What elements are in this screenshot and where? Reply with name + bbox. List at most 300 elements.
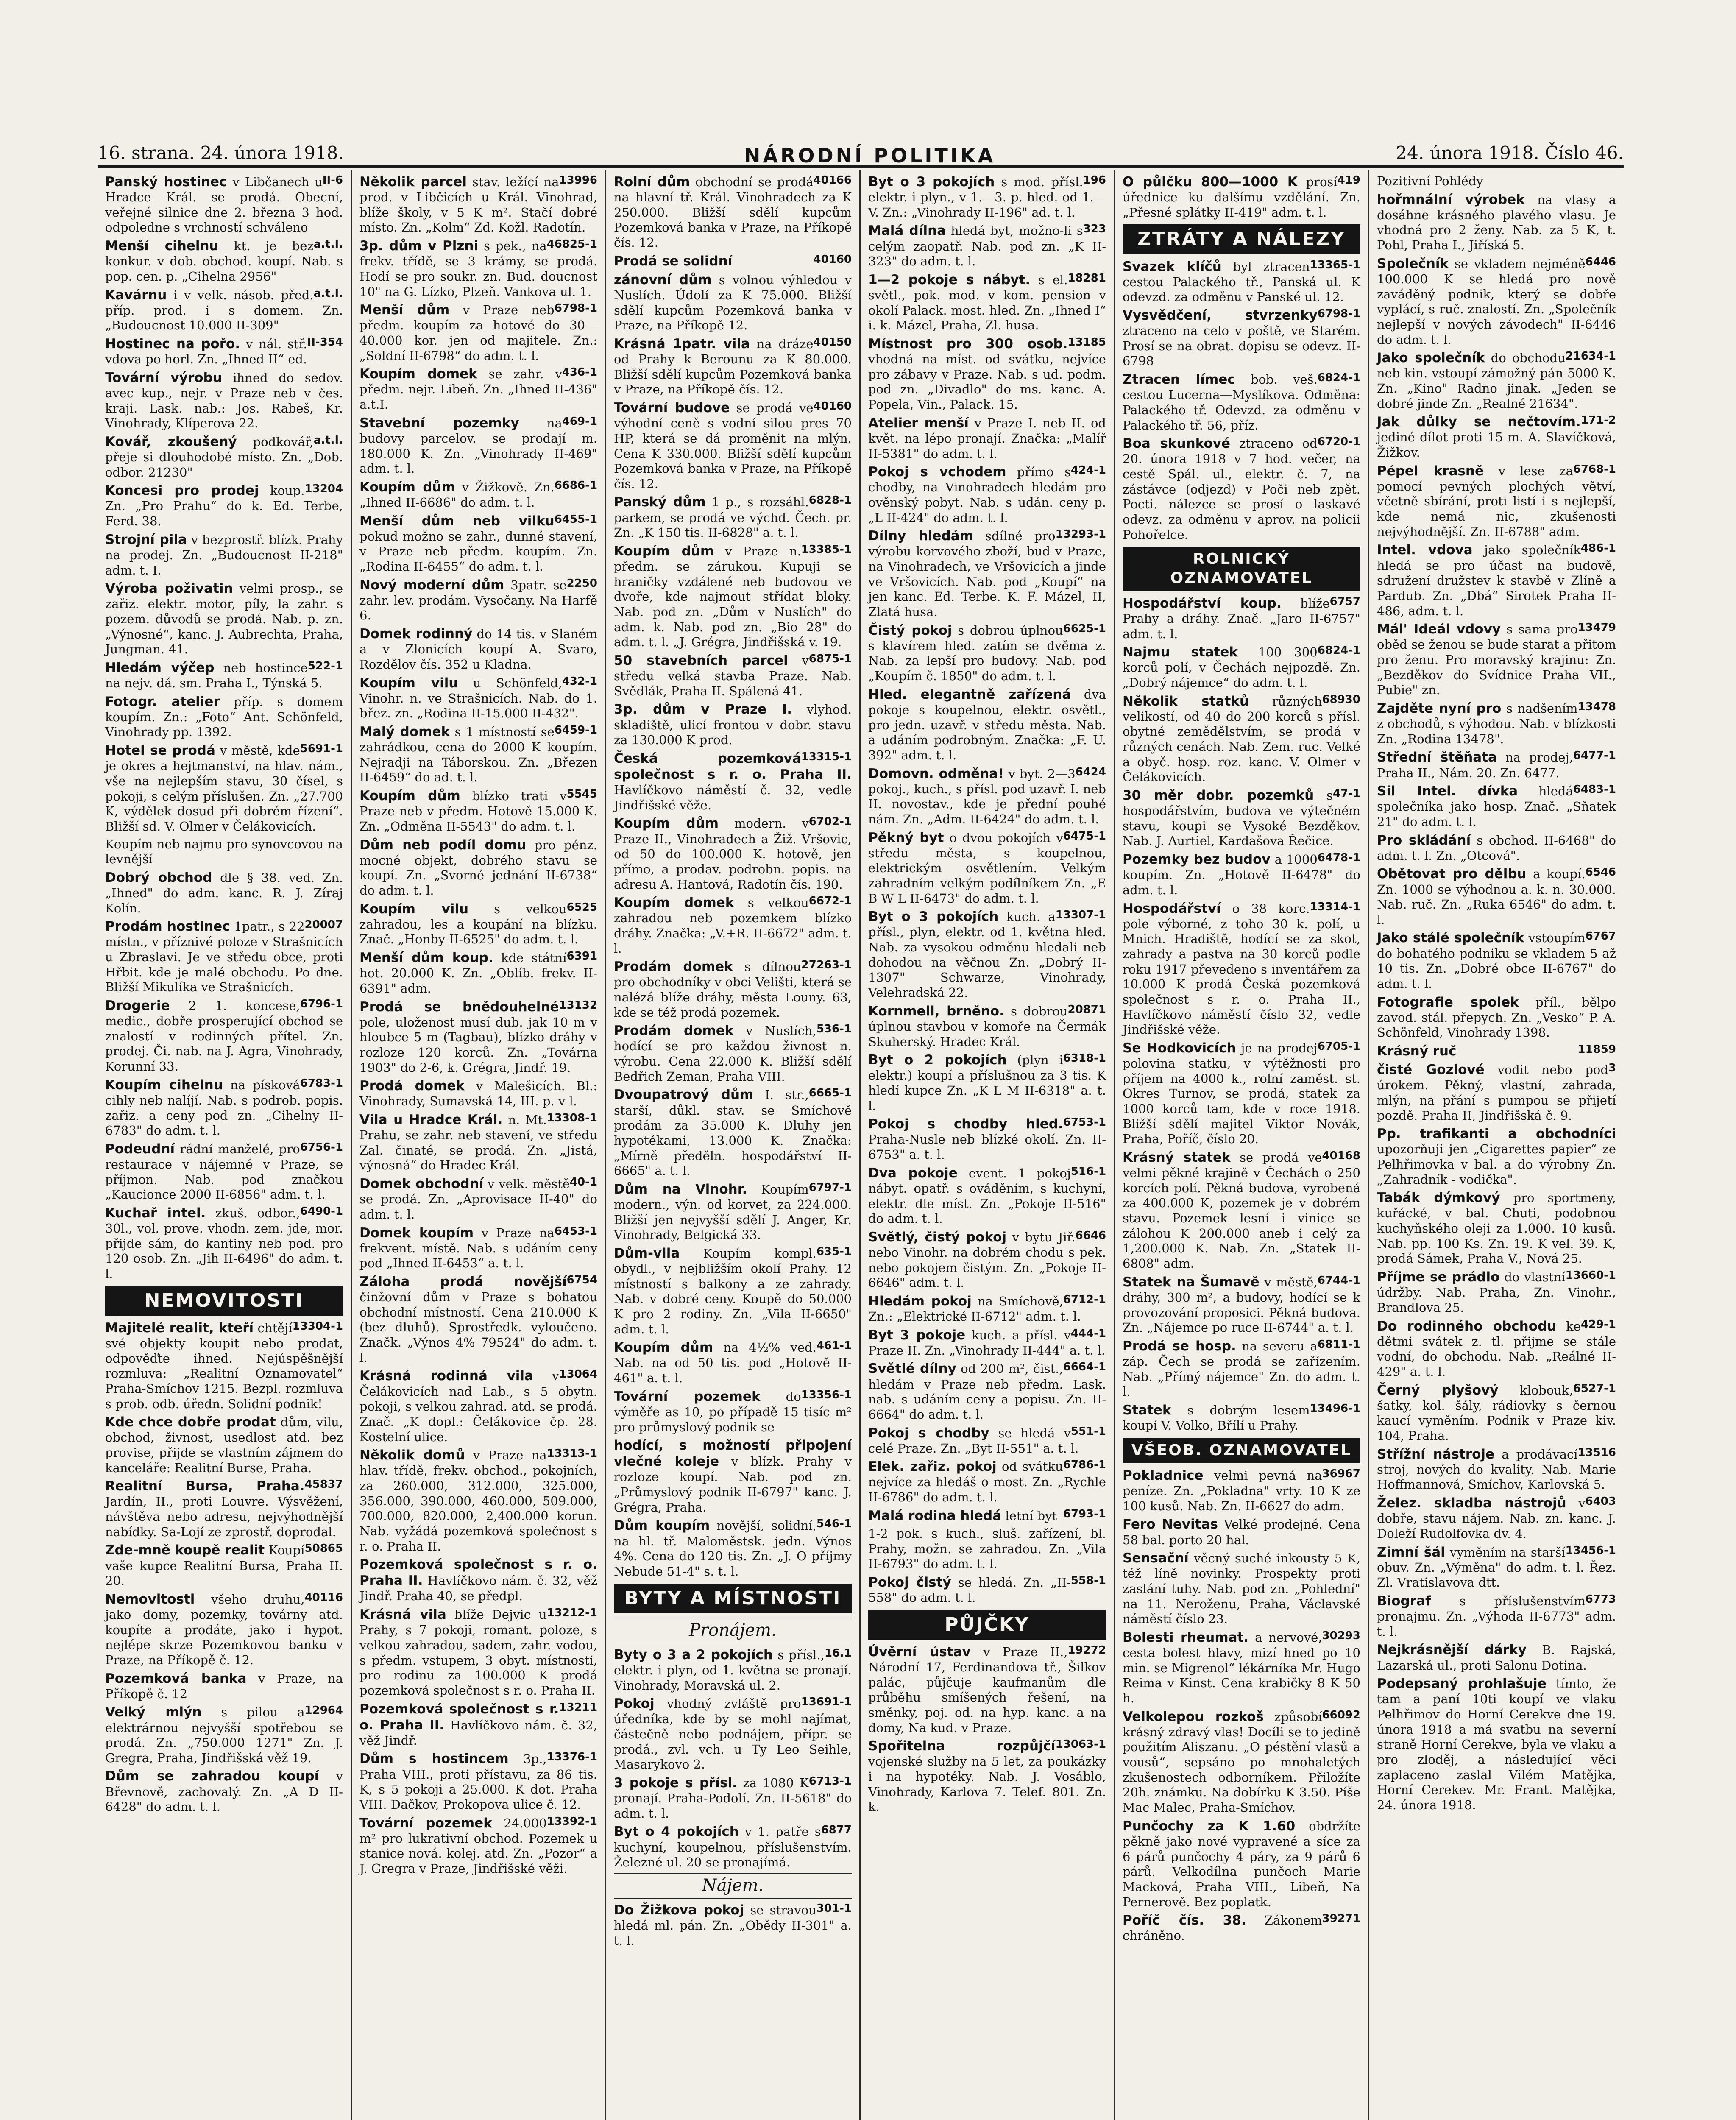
ad-code: 419 xyxy=(1337,174,1360,187)
classified-ad xyxy=(1377,1126,1616,1187)
ad-body: v Praze I. neb II. od květ. na lépo pronají. Značka: „Malíř II-5381" do adm. t. l. xyxy=(868,416,1106,461)
classified-ad xyxy=(1123,1516,1360,1548)
ad-code: 6391 xyxy=(566,950,597,963)
ad-headline: Hospodářství koup. xyxy=(1123,595,1282,611)
classified-ad xyxy=(614,1023,852,1084)
ad-headline: Dva pokoje xyxy=(868,1165,958,1181)
classified-ad xyxy=(1123,1629,1360,1706)
classified-ad xyxy=(105,1414,343,1476)
ad-body: pokud možno se zahr., dunné stavení, v Praze neb předm. koupím. Zn. „Rodina II-6455“ do adm. t. l. xyxy=(359,529,597,574)
ad-body: blíže Dejvic u Prahy, s 7 pokoji, romant. poloze, s velkou zahradou, sadem, zahr. vodou, s předm. vstupem, 3 obyt. místnosti, pro rodinu za 100.000 K prodá pozemková společnost s r. o. Praha II. xyxy=(359,1607,597,1698)
classified-ad xyxy=(359,1701,597,1749)
ad-code: 13356-1 xyxy=(801,1388,852,1401)
classified-ad xyxy=(105,998,343,1074)
ad-code: 30293 xyxy=(1322,1629,1360,1642)
classified-ad xyxy=(1123,1402,1360,1434)
ad-headline: Pozemky bez budov xyxy=(1123,852,1271,868)
ad-headline: Statek xyxy=(1123,1402,1171,1418)
classified-ad xyxy=(359,1176,597,1222)
ad-code: 6664-1 xyxy=(1063,1361,1106,1374)
ad-headline: Společník xyxy=(1377,256,1449,271)
ad-body: chtějí své objekty koupit nebo prodat, odpověďte ihned. Nejúspěšnější rozmluva: „Realitní Oznamovatel“ Praha-Smíchov 1215. Bezpl. rozmluva s prob. odb. úředn. Solidní podnik! xyxy=(105,1320,343,1411)
column-4 xyxy=(861,170,1115,2120)
ad-body: klobouk, šatky, kol. šály, rádiovky s černou kaucí vyměním. Podnik v Praze kiv. 104, Praha. xyxy=(1377,1383,1616,1443)
ad-body: I. str., starší, důkl. stav. se Smíchově prodám za 35.000 K. Dluhy jen hypotékami, 13.000 K. Značka: „Mírně předěln. hospodářství II-6665" a. t. l. xyxy=(614,1088,852,1178)
classified-ad xyxy=(868,223,1106,269)
ad-body: vlyhod. skladiště, ulicí frontou v dobr. stavu za 130.000 K prod. xyxy=(614,702,852,748)
classified-ad xyxy=(359,1274,597,1365)
ad-code: 6455-1 xyxy=(554,513,597,526)
classified-ad xyxy=(1123,644,1360,690)
ad-headline: Hotel se prodá xyxy=(105,743,215,759)
ad-code: 6625-1 xyxy=(1063,622,1106,635)
ad-body: na severu a záp. Čech se prodá se zařízením. Nab. „Přímý nájemce" Zn. do adm. t. l. xyxy=(1123,1339,1360,1399)
section-heading: PŮJČKY xyxy=(868,1610,1106,1640)
ad-headline: Pp. trafikanti a obchodníci xyxy=(1377,1126,1616,1142)
ad-body: s hospodářstvím, budova ve výtečném stavu, koupi se Vysoké Bezděkov. Nab. J. Aurtiel, Kardašova Řečice. xyxy=(1123,788,1360,848)
classified-ad xyxy=(614,336,852,397)
classified-ad xyxy=(105,1141,343,1202)
ad-body: a prodávací stroj, nových do kvality. Nab. Marie Hoffmannová, Smíchov, Karlovská 5. xyxy=(1377,1447,1616,1492)
ad-headline: Nemovitosti xyxy=(105,1591,195,1607)
classified-ad xyxy=(1123,1818,1360,1910)
ad-headline: Ztracen límec xyxy=(1123,372,1235,388)
ad-code: 6672-1 xyxy=(808,895,852,908)
ad-code: 486-1 xyxy=(1580,542,1616,555)
classified-ad xyxy=(868,1425,1106,1456)
ad-headline: Tovární pozemek xyxy=(614,1389,761,1404)
ad-body: se prodá ve výhodní ceně s vodní silou pres 70 HP, která se dá proměnit na mlýn. Cena K 330.000. Bližší sdělí kupcům Pozemková banka v Praze, na Příkopě čís. 12. xyxy=(614,401,852,491)
ad-headline: Byt 3 pokoje xyxy=(868,1327,966,1343)
ad-headline: Koupím dům xyxy=(614,816,719,831)
classified-ad xyxy=(868,1052,1106,1113)
section-heading: NEMOVITOSTI xyxy=(105,1286,343,1316)
ad-headline: Světlé dílny xyxy=(868,1361,956,1377)
ad-headline: Byty o 3 a 2 pokojích xyxy=(614,1647,773,1663)
ad-code: 13456-1 xyxy=(1565,1544,1616,1557)
ad-code: 13185 xyxy=(1067,335,1106,349)
classified-ad xyxy=(105,918,343,995)
ad-body: různých velikostí, od 40 do 200 korců s přísl. obytné zemědělstvím, se prodá v různých cenách. Nab. Zem. ruc. Velké a obyč. hosp. roz. kanc. V. Olmer v Čelákovicích. xyxy=(1123,694,1360,784)
ad-code: 6796-1 xyxy=(300,998,343,1011)
classified-ad xyxy=(1123,371,1360,433)
classified-ad xyxy=(1123,1912,1360,1944)
ad-code: 13691-1 xyxy=(801,1696,852,1709)
ad-code: 13996 xyxy=(559,174,597,187)
classified-ad xyxy=(105,1205,343,1282)
ad-headline: Pozemková společnost s r. o. Praha II. xyxy=(359,1701,559,1733)
ad-headline: Najmu statek xyxy=(1123,644,1238,660)
ad-body: Velké prodejné. Cena 58 bal. porto 20 hal. xyxy=(1123,1517,1361,1547)
classified-ad xyxy=(1123,435,1360,542)
ad-body: v Čelákovicích nad Lab., s 5 obytn. pokoji, s velkou zahrad. atd. se prodá. Znač. „K dopl.: Čelákovice čp. 28. Kostelní ulice. xyxy=(359,1369,597,1444)
ad-headline: Statek na Šumavě xyxy=(1123,1274,1260,1290)
classified-ad xyxy=(105,336,343,367)
classified-ad xyxy=(105,580,343,657)
ad-headline: Prodám hostinec xyxy=(105,919,230,934)
ad-body: do vlastní údržby. Nab. Praha, Zn. Vinohr., Brandlova 25. xyxy=(1377,1270,1616,1315)
ad-headline: Se Hodkovicích xyxy=(1123,1040,1236,1056)
classified-ad xyxy=(868,766,1106,827)
ad-headline: Dobrý obchod xyxy=(105,870,212,885)
ad-body: s pek., na frekv. třídě, se 3 krámy, se prodá. Hodí se pro soukr. zn. Bud. doucnost 10" na G. Lízko, Plzeň. Vankova ul. 1. xyxy=(359,239,597,299)
section-heading: VŠEOB. OZNAMOVATEL xyxy=(1123,1438,1360,1463)
classified-ad xyxy=(1377,192,1616,253)
classified-ad xyxy=(614,815,852,892)
ad-code: 6490-1 xyxy=(300,1205,343,1218)
ad-body: 1-2 pok. s kuch., sluš. zařízení, bl. Prahy, možn. se zahradou. Zn. „Vila II-6793" do adm. t. l. xyxy=(868,1526,1106,1571)
ad-headline: Spořitelna rozpůjčí xyxy=(868,1738,1056,1754)
classified-ad xyxy=(359,1557,597,1604)
ad-code: 13392-1 xyxy=(546,1815,597,1828)
ad-headline: Černý plyšový xyxy=(1377,1382,1499,1398)
section-heading: ROLNICKÝ OZNAMOVATEL xyxy=(1123,547,1360,591)
ad-body: u Schönfeld, Vinohr. n. ve Strašnicích. Nab. do 1. břez. zn. „Rodina II-15.000 II-432". xyxy=(359,675,597,721)
ad-code: 13204 xyxy=(304,483,343,496)
classified-ad xyxy=(1123,1467,1360,1514)
ad-headline: Střížní nástroje xyxy=(1377,1446,1495,1462)
ad-code: 6824-1 xyxy=(1317,644,1360,657)
ad-body: Praha-Nusle neb blízké okolí. Zn. II-6753" a. t. l. xyxy=(868,1132,1106,1162)
ad-code: 6798-1 xyxy=(554,302,597,315)
classified-ad xyxy=(1377,1495,1616,1541)
ad-body: vojenské služby na 5 let, za poukázky i na hypotéky. Nab. J. Vosáblo, Vinohrady, Karlova 7. Telef. 801. Zn. k. xyxy=(868,1754,1106,1814)
ad-code: 20007 xyxy=(304,918,343,932)
ad-body: způsobí krásný zdravý vlas! Docíli se to jedině použitím Aliszanu. „O péstění vlasů a vousů“, sepsáno po mnohaletých zkušenostech odborníkem. Přiložíte 20h. známku. Na dobírku K 3.50. Píše Mac Malec, Praha-Smíchov. xyxy=(1123,1709,1360,1815)
ad-code: 13516 xyxy=(1577,1446,1616,1459)
ad-body: v Malešicích. Bl.: Vinohrady, Sumavská 14, III. p. v l. xyxy=(359,1079,597,1109)
ad-body: s pilou a elektrárnou nejvyšší spotřebou se prodá. Zn. „750.000 1271" Zn. J. Gregra, Praha, Jindřišská věž 19. xyxy=(105,1705,343,1765)
ad-headline: Dům na Vinohr. xyxy=(614,1181,747,1197)
ad-code: 6756-1 xyxy=(300,1141,343,1154)
classified-ad xyxy=(359,724,597,785)
ad-code: a.t.I. xyxy=(313,287,343,300)
ad-headline: zánovní dům xyxy=(614,272,712,287)
classified-ad xyxy=(868,336,1106,413)
ad-headline: Prodá se hosp. xyxy=(1123,1338,1236,1354)
ad-body: stav. ležící na prod. v Libčicích u Král. Vinohrad, blíže školy, v 5 K m². Stačí dobré místo. Zn. „Kolm“ Zd. Kožl. Radotín. xyxy=(359,175,597,235)
ad-headline: Koupím cihelnu xyxy=(105,1077,223,1093)
ad-code: 6773 xyxy=(1585,1593,1616,1606)
classified-ad xyxy=(105,1704,343,1766)
classified-ad xyxy=(614,701,852,748)
ad-headline: Malá dílna xyxy=(868,223,946,239)
ad-body: Havlíčkovo nám. č. 32, věž Jindř. Praha 40, se předpl. xyxy=(359,1573,597,1604)
ad-code: 36967 xyxy=(1322,1467,1360,1480)
ad-code: 5691-1 xyxy=(300,742,343,756)
ad-headline: Vila u Hradce Král. xyxy=(359,1112,503,1128)
ad-body: s dobrou úplnou s klavírem hled. zatím se dvěma z. Nab. za lepší pro budovy. Nab. pod „Koupím č. 1850" do adm. t. l. xyxy=(868,623,1106,683)
ad-code: 40-1 xyxy=(569,1176,597,1189)
ad-headline: Úvěrní ústav xyxy=(868,1644,971,1660)
ad-body: se prodá ve velmi pěkné krajině v Čechách o 250 korcích polí. Pěkná budova, vyrobená za 400.000 K, pozemek je v dobrém stavu. Pozemek lesní i vinice se zálohou K 200.000 aneb i celý za 1,200.000 K. Nab. Zn. „Statek II-6808" adm. xyxy=(1123,1150,1360,1271)
ad-headline: Kavárnu xyxy=(105,287,167,303)
classified-ad xyxy=(1377,414,1616,460)
classified-ad xyxy=(614,1389,852,1435)
ad-body: v Praze n. předm. se zárukou. Kupuji se hraničky vzdálené neb budovou ve dvoře, kde najmout střídat bloky. Nab. pod zn. „Dům v Nuslích" do adm. k. Nab. pod zn. „Bio 28" do adm. t. l. „J. Grégra, Jindřišská v. 19. xyxy=(614,544,852,650)
ad-body: s příslušenstvím pronajmu. Zn. „Výhoda II-6773" adm. t. l. xyxy=(1377,1594,1616,1639)
ad-headline: Hostinec na pořo. xyxy=(105,336,240,351)
ad-code: 13314-1 xyxy=(1310,900,1360,913)
ad-body: n. Mt. Prahu, se zahr. neb stavení, ve středu Zal. činaté, se prodá. Zn. „Jistá, výnosná“ do Hradec Král. xyxy=(359,1113,597,1173)
classified-ad xyxy=(359,626,597,672)
classified-ad xyxy=(614,543,852,650)
ad-body: 3patr. se zahr. lev. prodám. Vysočany. Na Harfě 6. xyxy=(359,577,597,623)
ad-code: 19272 xyxy=(1067,1643,1106,1657)
ad-code: 5545 xyxy=(566,788,597,801)
ad-headline: Byt o 3 pokojích xyxy=(868,174,995,190)
ad-headline: Koupím dům xyxy=(359,479,455,495)
ad-code: 635-1 xyxy=(816,1245,852,1258)
classified-ad xyxy=(1123,901,1360,1038)
ad-body: ztraceno na celo v poště, ve Starém. Prosí se na obrat. dopisu se odevz. II-6798 xyxy=(1123,324,1360,368)
ad-body: v bytu Jiř. nebo Vinohr. na dobrém chodu s pek. nebo pokojem čistým. Zn. „Pokoje II-6646" adm. t. l. xyxy=(868,1230,1106,1290)
ad-body: na budovy parcelov. se prodají m. 180.000 K. Zn. „Vinohrady II-469" adm. t. l. xyxy=(359,416,597,476)
classified-ad xyxy=(614,750,852,813)
ad-code: 13132 xyxy=(559,999,597,1012)
ad-code: 6798-1 xyxy=(1317,307,1360,320)
classified-ad xyxy=(105,238,343,284)
ad-body: jako společník hledá se pro účast na budově, sdružení družstev k stavbě v Zlíně a Pardub. Zn. „Dbá“ Sirotek Praha II-486, adm. t. l. xyxy=(1377,543,1616,618)
classified-ad xyxy=(1377,783,1616,829)
ad-body: na prodej, Praha II., Nám. 20. Zn. 6477. xyxy=(1377,750,1573,780)
ad-headline: Byt o 3 pokojích xyxy=(868,909,999,925)
ad-headline: Drogerie xyxy=(105,998,170,1014)
ad-headline: Tovární výrobu xyxy=(105,370,222,385)
ad-headline: Panský dům xyxy=(614,494,706,510)
ad-headline: Jako stálé společník xyxy=(1377,930,1524,946)
classified-ad xyxy=(1377,1382,1616,1444)
ad-body: s 1 místností se zahrádkou, cena do 2000 K koupím. Nejradji na Táborskou. Zn. „Březen II-6459“ do ad. t. l. xyxy=(359,725,597,785)
classified-ad xyxy=(614,272,852,333)
classified-ad xyxy=(359,1815,597,1877)
ad-body: a 1000 koupím. Zn. „Hotově II-6478" do adm. t. l. xyxy=(1123,852,1360,897)
ad-code: 522-1 xyxy=(307,659,343,672)
ad-headline: Mál' Ideál vdovy xyxy=(1377,622,1501,637)
ad-body: se stravou hledá ml. pán. Zn. „Obědy II-301" a. t. l. xyxy=(614,1903,852,1948)
classified-ad xyxy=(1123,693,1360,785)
ad-body: přímo s chodby, na Vinohradech hledám pro ověnský pobyt. Nab. s udán. ceny p. „L II-424" do adm. t. l. xyxy=(868,465,1106,525)
ad-headline: Fero Nevitas xyxy=(1123,1517,1218,1532)
ad-body: činžovní dům v Praze s bohatou obchodní místností. Cena 210.000 K (bez dluhů). Sprostředk. vyloučeno. Značk. „Výnos 4% 79524" do adm. t. l. xyxy=(359,1290,597,1365)
ad-body: bob. veš. cestou Lucerna—Myslíkova. Odměna: Palackého tř. Odevzd. za odměnu v Palackého tř. 56, příz. xyxy=(1123,372,1360,432)
ad-code: 40116 xyxy=(304,1591,343,1604)
ad-code: 6705-1 xyxy=(1317,1040,1360,1053)
ad-headline: Tabák dýmkový xyxy=(1377,1190,1500,1206)
classified-ad xyxy=(868,1293,1106,1325)
classified-ad xyxy=(1377,700,1616,747)
ad-code: 6720-1 xyxy=(1317,435,1360,449)
ad-code: 6646 xyxy=(1075,1229,1106,1242)
ad-code: 13313-1 xyxy=(546,1447,597,1460)
ad-headline: 30 měr dobr. pozemků xyxy=(1123,788,1314,803)
ad-body: Havlíčkovo nám. č. 32, věž Jindř. xyxy=(359,1718,598,1748)
masthead: NÁRODNÍ POLITIKA xyxy=(744,144,996,167)
ad-headline: Kuchař intel. xyxy=(105,1205,206,1221)
ad-body: s velkou zahradou neb pozemkem blízko dráhy. Značka: „V.+R. II-6672" adm. t. l. xyxy=(614,895,852,956)
ad-headline: Fotogr. atelier xyxy=(105,694,220,709)
classified-ad xyxy=(359,479,597,510)
ad-headline: Realitní Bursa, Praha. xyxy=(105,1478,305,1494)
ad-headline: Atelier menší xyxy=(868,415,969,431)
ad-headline: Rolní dům xyxy=(614,174,690,190)
ad-code: 6478-1 xyxy=(1317,851,1360,865)
ad-body: ztraceno od 20. února 1918 v 7 hod. večer, na cestě Spál. ul., elektr. č. 7, na zástávce (odjezd) v Poči neb zpět. Pocti. nálezce se prosí o laskavé odevz. za odměnu v aprov. na policii Pohořelce. xyxy=(1123,436,1360,542)
ad-body: zkuš. odbor., 30l., vol. prove. vhodn. zem. jde, mor. přijde sám, do kantiny neb pod. pro 120 osob. Zn. „Jih II-6496" do adm. t. l. xyxy=(105,1205,343,1281)
ad-headline: Prodám domek xyxy=(614,1023,734,1039)
ad-body: v Nuslích, hodící se pro každou živnost n. výrobu. Cena 22.000 K. Bližší sdělí Bedřich Zeman, Praha VIII. xyxy=(614,1024,852,1084)
ad-code: 20871 xyxy=(1067,1003,1106,1016)
ad-code: 6525 xyxy=(566,901,597,914)
ad-body: se vkladem nejméně 100.000 K se hledá pro nově zaváděný podnik, který se dobře vyplácí, s ruč. znalostí. Zn. „Společník nejlepší v nových závodech" II-6446 do adm. t. l. xyxy=(1377,256,1616,347)
ad-code: 13478 xyxy=(1577,700,1616,713)
ad-body: 1patr., s 22 místn., v příznivé poloze v Strašnicích u Zbraslavi. Je ve středu obce, proti Hřbit. kde je malé obchodu. Po dne. Bližší Mikulíka ve Strašnicích. xyxy=(105,919,343,995)
classified-ad xyxy=(614,959,852,1020)
ad-body: v lese za pomocí pevných plochých větví, včetně sbírání, proti listí i s nejlepší, kde nemá nic, zkušenosti nejvýhodnější. Zn. II-6788" adm. xyxy=(1377,463,1616,539)
ad-body: s dílnou pro obchodníky v obci Velišti, která se nalézá blíže dráhy, města Louny. 63, kde se též prodá pozemek. xyxy=(614,960,852,1020)
classified-ad xyxy=(868,174,1106,220)
ad-code: 469-1 xyxy=(562,415,597,428)
classified-ad xyxy=(1377,1446,1616,1492)
ad-code: 13308-1 xyxy=(546,1112,597,1125)
ad-code: 6453-1 xyxy=(554,1225,597,1238)
column-3 xyxy=(606,170,861,2120)
classified-ad xyxy=(868,528,1106,619)
classified-ad xyxy=(614,1245,852,1337)
classified-ad xyxy=(1377,1062,1616,1123)
ad-body: prosí úřednice ku dalšímu vzdělání. Zn. „Přesné splátky II-419" adm. t. l. xyxy=(1123,175,1360,220)
ad-code: 13307-1 xyxy=(1055,909,1106,922)
ad-headline: hodící, s možností připojení vlečné koleje xyxy=(614,1438,852,1470)
ad-code: 6483-1 xyxy=(1573,783,1616,796)
ad-body: Jardín, II., proti Louvre. Výsvěžení, návštěva nebo adresu, nejvýhodnější nabídky. Sa-Lojí ze zprostř. doprodal. xyxy=(105,1494,343,1539)
classified-ad xyxy=(868,1526,1106,1572)
ad-code: 13212-1 xyxy=(546,1607,597,1620)
section-heading: ZTRÁTY A NÁLEZY xyxy=(1123,224,1360,254)
ad-body: s dobrou úplnou stavbou v komoře na Čermák Skuherský. Hradec Král. xyxy=(868,1004,1106,1049)
classified-ad xyxy=(868,686,1106,763)
classified-ad xyxy=(105,434,343,480)
classified-ad xyxy=(1123,1149,1360,1272)
classified-ad xyxy=(105,483,343,529)
classified-ad xyxy=(614,1517,852,1579)
ad-body: na vlasy a dosáhne krásného plavého vlasu. Je vhodná pro 2 ženy. Nab. za 5 K, t. Pohl, Praha I., Jiříská 5. xyxy=(1377,192,1616,253)
classified-ad xyxy=(614,1647,852,1693)
classified-ad xyxy=(359,577,597,623)
ad-code: 39271 xyxy=(1322,1912,1360,1925)
ad-code: 6403 xyxy=(1585,1495,1616,1508)
ad-body: Pozitivní Pohlédy xyxy=(1377,174,1483,188)
ad-body: v velk. městě se prodá. Zn. „Aprovisace II-40" do adm. t. l. xyxy=(359,1177,597,1222)
ad-body: vodit nebo pod úrokem. Pěkný, vlastní, zahrada, mlýn, na přání s pumpou se přijetí pozdě. Praha II, Jindřišská č. 9. xyxy=(1377,1063,1616,1123)
ad-code: 13385-1 xyxy=(801,543,852,556)
ad-body: s přísl., elektr. i plyn, od 1. května se pronají. Vinohrady, Moravská ul. 2. xyxy=(614,1647,852,1693)
ad-body: do 14 tis. v Slaném a v Zlonicích koupí A. Svaro, Rozdělov čís. 352 u Kladna. xyxy=(359,627,598,672)
ad-headline: 3p. dům v Plzni xyxy=(359,238,479,254)
ad-body: B. Rajská, Lazarská ul., proti Salonu Dotina. xyxy=(1377,1643,1616,1673)
ad-headline: Bolesti rheumat. xyxy=(1123,1629,1249,1645)
ad-code: 6767 xyxy=(1585,930,1616,943)
ad-headline: Záloha prodá novější xyxy=(359,1274,567,1289)
section-subheading: Pronájem. xyxy=(614,1618,852,1643)
classified-ad xyxy=(1123,851,1360,898)
ad-code: 6811-1 xyxy=(1317,1338,1360,1351)
column-6 xyxy=(1369,170,1624,2120)
ad-body: kuch. a přísl., plyn, elektr. od 1. května hled. Nab. za vysokou odměnu hledali neb dohodou na věčnou Zn. „Dobrý II-1307" Schwarze, Vinohrady, Velehradská 22. xyxy=(868,909,1106,1000)
ad-code: 301-1 xyxy=(816,1902,852,1915)
ad-code: 12964 xyxy=(304,1704,343,1717)
ad-body: koup. Zn. „Pro Prahu“ do k. Ed. Terbe, Ferd. 38. xyxy=(105,483,343,529)
ad-headline: Hledám výčep xyxy=(105,660,215,675)
ad-headline: Pozemková banka xyxy=(105,1671,247,1686)
ad-body: byl ztracen cestou Palackého tř., Panská ul. K odevzd. za odměnu v Panské ul. 12. xyxy=(1123,259,1360,304)
ad-headline: Hledám pokoj xyxy=(868,1293,972,1309)
ad-code: 27263-1 xyxy=(801,959,852,972)
ad-body: dle § 38. ved. Zn. „Ihned" do adm. kanc. R. J. Zíraj Kolín. xyxy=(105,870,343,915)
classified-ad xyxy=(1123,174,1360,220)
ad-headline: Koupím domek xyxy=(359,366,477,382)
classified-ad xyxy=(868,415,1106,461)
ad-columns xyxy=(98,170,1624,2120)
header-date-right: 24. února 1918. Číslo 46. xyxy=(1396,142,1624,163)
ad-code: 6753-1 xyxy=(1063,1116,1106,1129)
header-date-left: 16. strana. 24. února 1918. xyxy=(98,142,344,163)
ad-body: kt. je bez konkur. v dob. obchod. koupí. Nab. s pop. cen. p. „Cihelna 2956" xyxy=(105,239,343,284)
classified-ad xyxy=(1123,1338,1360,1400)
ad-code: 40150 xyxy=(813,335,852,349)
ad-body: na dráze od Prahy k Berounu za K 80.000. Bližší sdělí kupcům Pozemková banka v Praze, na Příkopě čís. 12. xyxy=(614,336,852,397)
ad-code: 6828-1 xyxy=(808,494,852,507)
ad-code: 546-1 xyxy=(816,1517,852,1531)
ad-code: 40168 xyxy=(1322,1149,1360,1163)
ad-headline: Koupím dům xyxy=(614,543,714,559)
ad-body: v bezprostř. blízk. Prahy na prodej. Zn. „Budoucnost II-218" adm. t. I. xyxy=(105,532,343,577)
ad-body: event. 1 pokoj nábyt. opatř. s ováděním, s kuchyní, elektr. dle míst. Zn. „Pokoje II-516" do adm. t. l. xyxy=(868,1166,1106,1226)
ad-headline: Dílny hledám xyxy=(868,528,973,544)
ad-code: 13304-1 xyxy=(292,1319,343,1333)
ad-body: v nál. stř. vdova po horl. Zn. „Ihned II“ ed. xyxy=(105,336,307,367)
ad-body: o dvou pokojích v středu města, s koupelnou, elektrickým osvětlením. Velkým zahradním velkým podílníkem Zn. „E B W L II-6473" do adm. t. l. xyxy=(868,830,1106,906)
ad-code: 6712-1 xyxy=(1063,1293,1106,1306)
ad-headline: Želez. skladba nástrojů xyxy=(1377,1495,1566,1511)
ad-body: kde státní hot. 20.000 K. Zn. „Oblíb. frekv. II-6391" adm. xyxy=(359,951,597,996)
ad-code: II-6 xyxy=(322,174,343,187)
ad-headline: Dům s hostincem xyxy=(359,1751,509,1767)
classified-ad xyxy=(105,174,343,235)
ad-body: jediné dílot proti 15 m. A. Slavíčková, Žižkov. xyxy=(1377,430,1616,460)
ad-headline: Fotografie spolek xyxy=(1377,994,1519,1010)
classified-ad xyxy=(105,742,343,834)
ad-body: příp. s domem koupím. Zn.: „Foto“ Ant. Schönfeld, Vinohrady pp. 1392. xyxy=(105,694,343,739)
ad-headline: Několik domů xyxy=(359,1448,465,1463)
ad-headline: Intel. vdova xyxy=(1377,542,1473,558)
ad-body: pro pénz. mocné objekt, dobrého stavu se koupí. Zn. „Svorné jednání II-6738“ do adm. t. l. xyxy=(359,837,597,898)
ad-headline: Malá rodina hledá xyxy=(868,1508,1002,1523)
classified-ad xyxy=(1123,595,1360,642)
classified-ad xyxy=(359,1751,597,1812)
ad-headline: Poříč čís. 38. xyxy=(1123,1913,1246,1928)
ad-headline: Jako společník xyxy=(1377,350,1485,366)
ad-body: (plyn i elektr.) koupí a příslušnou za 3 tis. K hledí kupce Zn. „K L M II-6318" a. t. l. xyxy=(868,1053,1106,1113)
ad-body: tímto, že tam a paní 10ti koupí ve vlaku Pelhřimov do Horní Cerekve dne 19. února 1918 a má svatbu na severní straně Horní Cerekve, byla ve vlaku a pro zloděj, a následující věci zaplaceno zaslal Vilém Matějka, Horní Cerekev. Mr. Frant. Matějka, 24. února 1918. xyxy=(1377,1676,1616,1812)
ad-headline: Dům koupím xyxy=(614,1518,710,1534)
ad-body: do obchodu neb kin. vstoupí zámožný pán 5000 K. Zn. „Kino" Radno jinak. „Jeden se dobré jinde Zn. „Realné 21634". xyxy=(1377,351,1616,411)
ad-body: ihned do sedov. avec kup., nejr. v Praze neb v čes. kraji. Lask. nab.: Jos. Rabeš, Kr. Vinohrady, Klíperova 22. xyxy=(105,370,343,431)
ad-headline: Koupím vilu xyxy=(359,901,469,917)
ad-headline: Dům neb podíl domu xyxy=(359,837,527,853)
section-heading: BYTY A MÍSTNOSTI xyxy=(614,1584,852,1613)
ad-code: 6783-1 xyxy=(300,1077,343,1090)
